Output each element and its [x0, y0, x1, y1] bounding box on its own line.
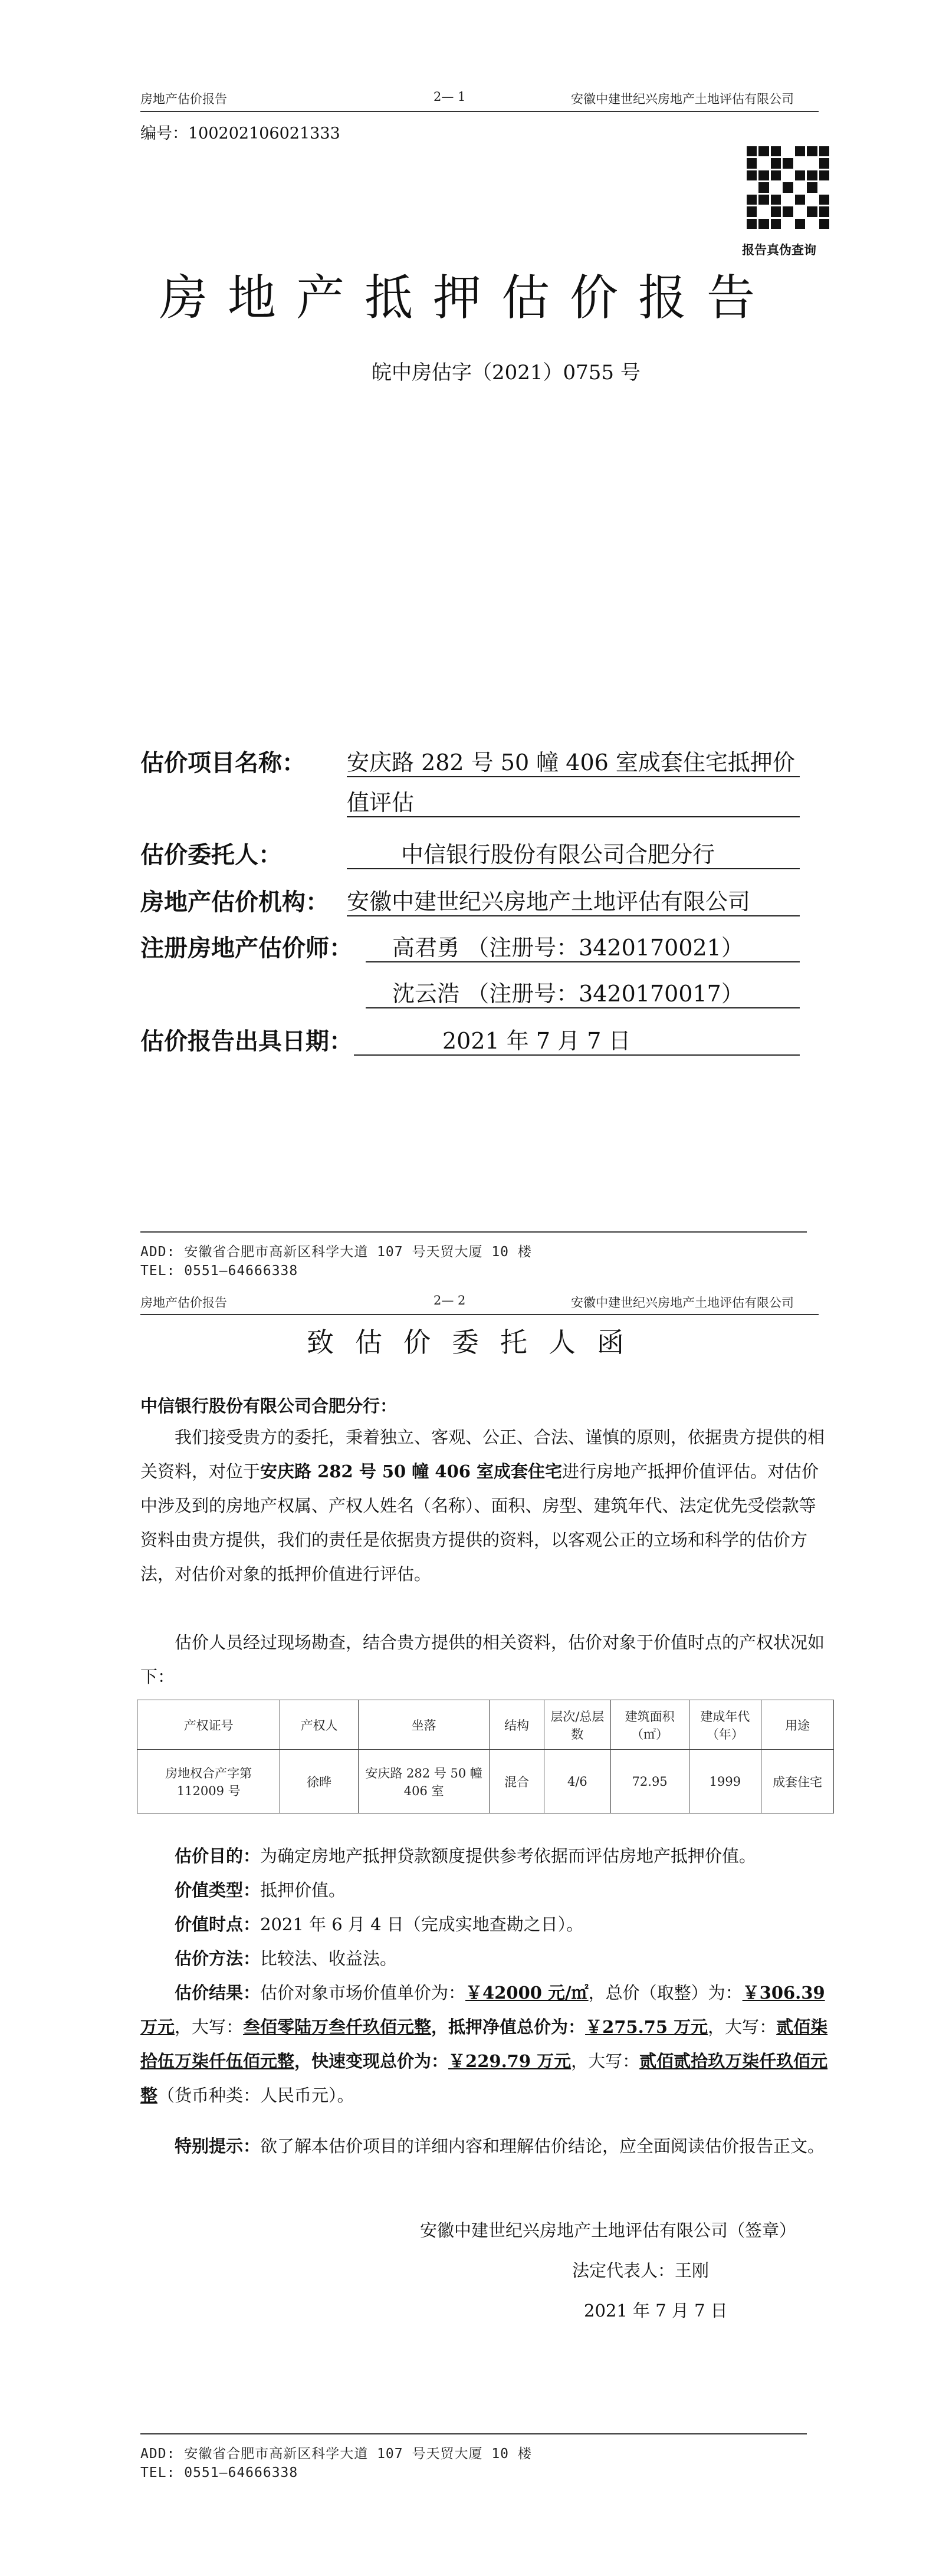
field-value-agency: 安徽中建世纪兴房地产土地评估有限公司 — [347, 889, 751, 915]
table-header: 结构 — [490, 1700, 544, 1750]
table-cell: 混合 — [490, 1750, 544, 1813]
table-header: 建成年代（年） — [689, 1700, 761, 1750]
field-label-project: 估价项目名称： — [140, 749, 306, 777]
signature-representative: 法定代表人：王刚 — [572, 2260, 710, 2281]
qr-caption: 报告真伪查询 — [742, 242, 816, 257]
value-date-line: 价值时点：2021 年 6 月 4 日（完成实地查勘之日）。 — [175, 1914, 584, 1934]
letter-title: 致估价委托人函 — [307, 1326, 645, 1358]
field-label-date: 估价报告出具日期： — [140, 1027, 353, 1055]
field-label-agency: 房地产估价机构： — [140, 888, 329, 916]
table-cell: 安庆路 282 号 50 幢 406 室 — [358, 1750, 489, 1813]
page1-footer-address: ADD: 安徽省合肥市高新区科学大道 107 号天贸大厦 10 楼 — [140, 1244, 532, 1260]
property-status-paragraph: 估价人员经过现场勘查，结合贵方提供的相关资料，估价对象于价值时点的产权状况如下： — [140, 1632, 825, 1687]
table-header: 产权人 — [280, 1700, 359, 1750]
table-cell: 房地权合产字第 112009 号 — [137, 1750, 280, 1813]
page1-footer-tel: TEL: 0551—64666338 — [140, 1263, 298, 1279]
result-paragraph: 估价结果：估价对象市场价值单价为：￥42000 元/㎡，总价（取整）为：￥306.39 万元，大写：叁佰零陆万叁仟玖佰元整，抵押净值总价为：￥275.75 万元，大写：贰佰柒拾伍万柒仟伍佰元整，快速变现总价为：￥229.79 万元，大写：贰佰贰拾玖万柒仟玖佰元整（货币种类：人民币元）。 — [140, 1983, 828, 2105]
table-header: 用途 — [761, 1700, 834, 1750]
signature-date: 2021 年 7 月 7 日 — [584, 2301, 728, 2321]
page2-header-page: 2— 2 — [433, 1293, 466, 1307]
qr-code-icon[interactable] — [747, 146, 829, 229]
table-header: 层次/总层数 — [544, 1700, 611, 1750]
table-row — [137, 1750, 834, 1813]
field-value-appraiser-2: 沈云浩 （注册号：3420170017） — [392, 981, 744, 1007]
field-value-appraiser-1: 高君勇 （注册号：3420170021） — [392, 935, 744, 961]
table-cell: 徐晔 — [280, 1750, 359, 1813]
field-value-project: 安庆路 282 号 50 幢 406 室成套住宅抵押价 — [347, 750, 795, 776]
table-header-row — [137, 1700, 834, 1750]
page2-footer-tel: TEL: 0551—64666338 — [140, 2465, 298, 2480]
property-table — [137, 1700, 834, 1813]
reference-number: 皖中房估字（2021）0755 号 — [372, 361, 641, 385]
table-header: 坐落 — [358, 1700, 489, 1750]
intro-paragraph: 我们接受贵方的委托，秉着独立、客观、公正、合法、谨慎的原则，依据贵方提供的相关资料，对位于安庆路 282 号 50 幢 406 室成套住宅进行房地产抵押价值评估。对估价中涉及到的房地产权属、产权人姓名（名称）、面积、房型、建筑年代、法定优先受偿款等资料由贵方提供，我们的责任是依据贵方提供的资料，以客观公正的立场和科学的估价方法，对估价对象的抵押价值进行评估。 — [140, 1427, 825, 1584]
page1-header-right: 安徽中建世纪兴房地产土地评估有限公司 — [571, 92, 794, 106]
table-cell: 1999 — [689, 1750, 761, 1813]
page2-header-right: 安徽中建世纪兴房地产土地评估有限公司 — [571, 1296, 794, 1310]
method-line: 估价方法：比较法、收益法。 — [175, 1949, 398, 1969]
report-title: 房地产抵押估价报告 — [159, 270, 776, 326]
purpose-line: 估价目的：为确定房地产抵押贷款额度提供参考依据而评估房地产抵押价值。 — [175, 1846, 757, 1866]
field-value-date: 2021 年 7 月 7 日 — [442, 1028, 631, 1054]
page1-header-rule — [140, 111, 819, 112]
table-cell: 4/6 — [544, 1750, 611, 1813]
addressee: 中信银行股份有限公司合肥分行： — [140, 1396, 398, 1416]
table-cell: 72.95 — [610, 1750, 689, 1813]
field-value-client: 中信银行股份有限公司合肥分行 — [401, 842, 715, 868]
page1-header-page: 2— 1 — [433, 90, 466, 104]
signature-company: 安徽中建世纪兴房地产土地评估有限公司（签章） — [420, 2220, 797, 2240]
special-note: 特别提示：欲了解本估价项目的详细内容和理解估价结论，应全面阅读估价报告正文。 — [175, 2136, 825, 2156]
report-number: 编号：100202106021333 — [140, 124, 340, 143]
field-value-project-cont: 值评估 — [347, 790, 415, 816]
field-label-client: 估价委托人： — [140, 841, 282, 869]
table-cell: 成套住宅 — [761, 1750, 834, 1813]
value-type-line: 价值类型：抵押价值。 — [175, 1880, 346, 1900]
page2-header-left: 房地产估价报告 — [140, 1296, 227, 1310]
table-header: 产权证号 — [137, 1700, 280, 1750]
page2-footer-address: ADD: 安徽省合肥市高新区科学大道 107 号天贸大厦 10 楼 — [140, 2446, 532, 2462]
field-label-appraiser: 注册房地产估价师： — [140, 934, 353, 962]
page1-header-left: 房地产估价报告 — [140, 92, 227, 106]
table-header: 建筑面积（㎡） — [610, 1700, 689, 1750]
